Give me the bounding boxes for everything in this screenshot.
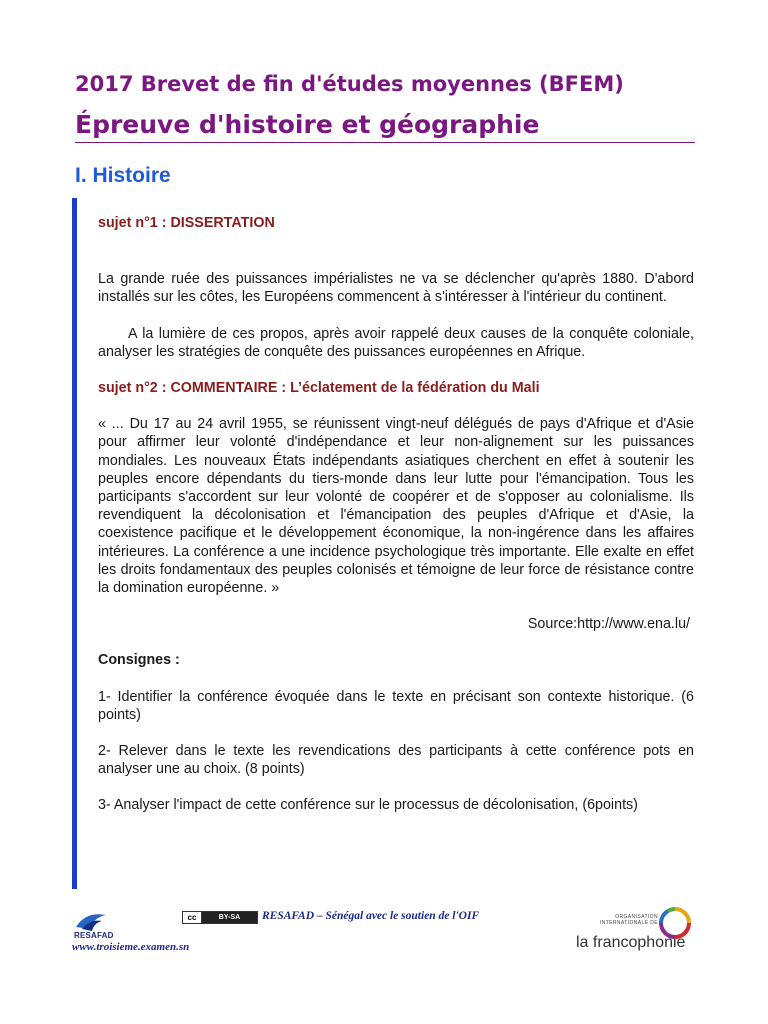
sujet1-paragraph-2: A la lumière de ces propos, après avoir rappelé deux causes de la conquête coloniale, analyser les stratégies de conquête des puissances européennes en Afrique. <box>98 325 694 360</box>
sujet1-paragraph-1: La grande ruée des puissances impérialistes ne va se déclencher qu'après 1880. D'abord installés sur les côtes, les Européens commencent à s'intéresser à l'intérieur du continent. <box>98 271 694 306</box>
resafad-logo-label: RESAFAD <box>74 931 114 940</box>
consigne-item: 1- Identifier la conférence évoquée dans le texte en précisant son contexte historique. (6 points) <box>98 688 694 723</box>
francophonie-org-label: ORGANISATION INTERNATIONALE DE <box>599 914 658 926</box>
spacer <box>98 397 694 415</box>
section-title-histoire: I. Histoire <box>75 164 171 187</box>
document-title: 2017 Brevet de fin d'études moyennes (BFEM) <box>75 72 624 96</box>
section-side-bar <box>72 198 77 889</box>
consigne-item: 2- Relever dans le texte les revendications des participants à cette conférence pots en analyser une au choix. (8 points) <box>98 743 694 778</box>
sujet2-source: Source:http://www.ena.lu/ <box>527 616 690 633</box>
spacer <box>98 633 694 651</box>
francophonie-name: la francophonie <box>576 934 686 951</box>
sujet2-heading: sujet n°2 : COMMENTAIRE : L’éclatement de la fédération du Mali <box>98 380 540 397</box>
francophonie-logo <box>574 906 694 956</box>
title-divider <box>75 142 695 143</box>
sujet2-quote: « ... Du 17 au 24 avril 1955, se réunissent vingt-neuf délégués de pays d'Afrique et d'Asie pour affirmer leur volonté d'indépendance et leur non-alignement sur les puissances mondiales. Les nouveaux États indépendants asiatiques cherchent en effet à soutenir les peuples encore dépendants du tiers-monde dans leur lutte pour l'émancipation. Tous les participants s'accordent sur leur volonté de coopérer et de s'opposer au colonialisme. Ils revendiquent la décolonisation et l'émancipation des peuples d'Afrique et d'Asie, la coexistence pacifique et le développement économique, la non-ingérence dans les affaires intérieures. La conférence a une incidence psychologique très importante. Elle exalte en effet les droits fondamentaux des peuples colonisés et témoigne de leur force de résistance contre la domination européenne. » <box>98 416 694 597</box>
sujet1-heading: sujet n°1 : DISSERTATION <box>98 215 275 231</box>
spacer <box>98 724 694 742</box>
spacer <box>98 232 694 270</box>
spacer <box>98 778 694 796</box>
cc-icon: cc <box>183 912 202 923</box>
cc-by-sa-label: BY-SA <box>202 912 257 923</box>
spacer <box>98 670 694 688</box>
spacer <box>98 361 694 379</box>
footer-credit: RESAFAD – Sénégal avec le soutien de l'OIF <box>262 910 480 922</box>
spacer <box>98 307 694 325</box>
consignes-title: Consignes : <box>98 652 180 669</box>
spacer <box>98 597 694 615</box>
section-content <box>98 214 694 815</box>
consigne-item: 3- Analyser l'impact de cette conférence sur le processus de décolonisation, (6points) <box>98 797 638 814</box>
footer-url-link[interactable]: www.troisieme.examen.sn <box>72 941 190 953</box>
francophonie-ring-icon <box>658 906 692 940</box>
document-subtitle: Épreuve d'histoire et géographie <box>75 110 540 139</box>
cc-license-badge[interactable] <box>182 911 258 924</box>
